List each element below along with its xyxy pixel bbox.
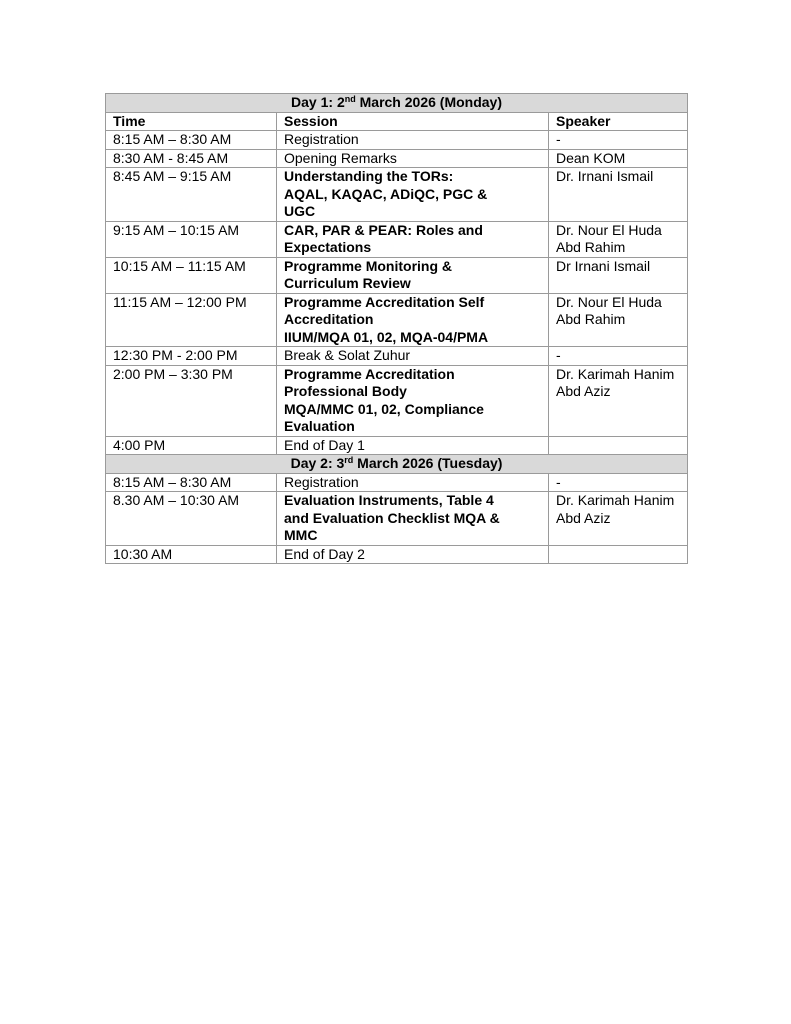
session-line: Evaluation Instruments, Table 4 — [284, 492, 494, 508]
session-line: Curriculum Review — [284, 275, 411, 291]
schedule-row — [106, 492, 688, 546]
session-line: UGC — [284, 203, 316, 219]
session-line: Accreditation — [284, 311, 374, 327]
time-cell: 8.30 AM – 10:30 AM — [106, 492, 277, 546]
schedule-row — [106, 257, 688, 293]
session-cell — [277, 168, 549, 222]
day1-title — [106, 94, 688, 113]
time-cell: 9:15 AM – 10:15 AM — [106, 221, 277, 257]
day1-title-suffix: March 2026 (Monday) — [355, 94, 502, 110]
session-line: IIUM/MQA 01, 02, MQA-04/PMA — [284, 328, 489, 345]
session-cell — [277, 436, 549, 455]
time-cell: 8:45 AM – 9:15 AM — [106, 168, 277, 222]
session-line: Opening Remarks — [284, 149, 397, 166]
speaker-column-header: Speaker — [549, 112, 688, 131]
speaker-cell: Dr. Irnani Ismail — [549, 168, 688, 222]
schedule-row — [106, 473, 688, 492]
schedule-row — [106, 436, 688, 455]
session-cell — [277, 149, 549, 168]
time-cell: 4:00 PM — [106, 436, 277, 455]
schedule-row — [106, 347, 688, 366]
session-line: Understanding the TORs: — [284, 168, 454, 184]
time-cell: 10:30 AM — [106, 545, 277, 564]
session-line: Professional Body — [284, 383, 407, 399]
session-line: CAR, PAR & PEAR: Roles and — [284, 221, 483, 238]
session-line: Registration — [284, 131, 359, 147]
speaker-cell: Dr. Nour El Huda Abd Rahim — [549, 293, 688, 347]
session-line: Programme Monitoring & — [284, 257, 453, 274]
session-line: Registration — [284, 473, 359, 490]
speaker-cell: Dr. Karimah Hanim Abd Aziz — [549, 492, 688, 546]
day2-title — [106, 455, 688, 474]
schedule-table — [105, 93, 688, 564]
day2-header-row — [106, 455, 688, 474]
column-header-row — [106, 112, 688, 131]
session-cell — [277, 347, 549, 366]
session-line: MQA/MMC 01, 02, Compliance — [284, 400, 484, 417]
session-cell — [277, 131, 549, 150]
day1-title-prefix: Day 1: 2 — [291, 94, 345, 110]
day1-rows — [106, 131, 688, 455]
schedule-row — [106, 545, 688, 564]
speaker-cell — [549, 436, 688, 455]
schedule-row — [106, 221, 688, 257]
session-line: End of Day 1 — [284, 436, 365, 453]
speaker-cell: - — [549, 131, 688, 150]
day1-header-row — [106, 94, 688, 113]
speaker-cell: Dean KOM — [549, 149, 688, 168]
session-cell — [277, 221, 549, 257]
session-line: Break & Solat Zuhur — [284, 347, 411, 363]
session-cell — [277, 545, 549, 564]
schedule-row — [106, 149, 688, 168]
time-cell: 8:30 AM - 8:45 AM — [106, 149, 277, 168]
session-line: MMC — [284, 527, 318, 543]
schedule-row — [106, 131, 688, 150]
session-line: and Evaluation Checklist MQA & — [284, 509, 500, 526]
session-line: Expectations — [284, 239, 372, 255]
time-cell: 12:30 PM - 2:00 PM — [106, 347, 277, 366]
schedule-row — [106, 365, 688, 436]
session-line: Evaluation — [284, 418, 355, 434]
time-cell: 8:15 AM – 8:30 AM — [106, 131, 277, 150]
time-cell: 10:15 AM – 11:15 AM — [106, 257, 277, 293]
time-cell: 2:00 PM – 3:30 PM — [106, 365, 277, 436]
session-cell — [277, 365, 549, 436]
schedule-row — [106, 293, 688, 347]
session-column-header: Session — [277, 112, 549, 131]
session-line: Programme Accreditation Self — [284, 293, 485, 310]
time-column-header: Time — [106, 112, 277, 131]
session-cell — [277, 293, 549, 347]
session-line: AQAL, KAQAC, ADiQC, PGC & — [284, 185, 488, 202]
time-cell: 8:15 AM – 8:30 AM — [106, 473, 277, 492]
day2-rows — [106, 473, 688, 564]
speaker-cell: - — [549, 473, 688, 492]
speaker-cell: Dr Irnani Ismail — [549, 257, 688, 293]
time-cell: 11:15 AM – 12:00 PM — [106, 293, 277, 347]
day2-title-prefix: Day 2: 3 — [290, 455, 345, 471]
session-cell — [277, 473, 549, 492]
session-cell — [277, 257, 549, 293]
session-cell — [277, 492, 549, 546]
day2-title-sup: rd — [344, 455, 354, 465]
day1-title-sup: nd — [344, 94, 356, 104]
day2-title-suffix: March 2026 (Tuesday) — [353, 455, 503, 471]
schedule-row — [106, 168, 688, 222]
session-line: Programme Accreditation — [284, 365, 455, 382]
speaker-cell: - — [549, 347, 688, 366]
speaker-cell: Dr. Karimah Hanim Abd Aziz — [549, 365, 688, 436]
speaker-cell — [549, 545, 688, 564]
session-line: End of Day 2 — [284, 545, 365, 562]
speaker-cell: Dr. Nour El Huda Abd Rahim — [549, 221, 688, 257]
